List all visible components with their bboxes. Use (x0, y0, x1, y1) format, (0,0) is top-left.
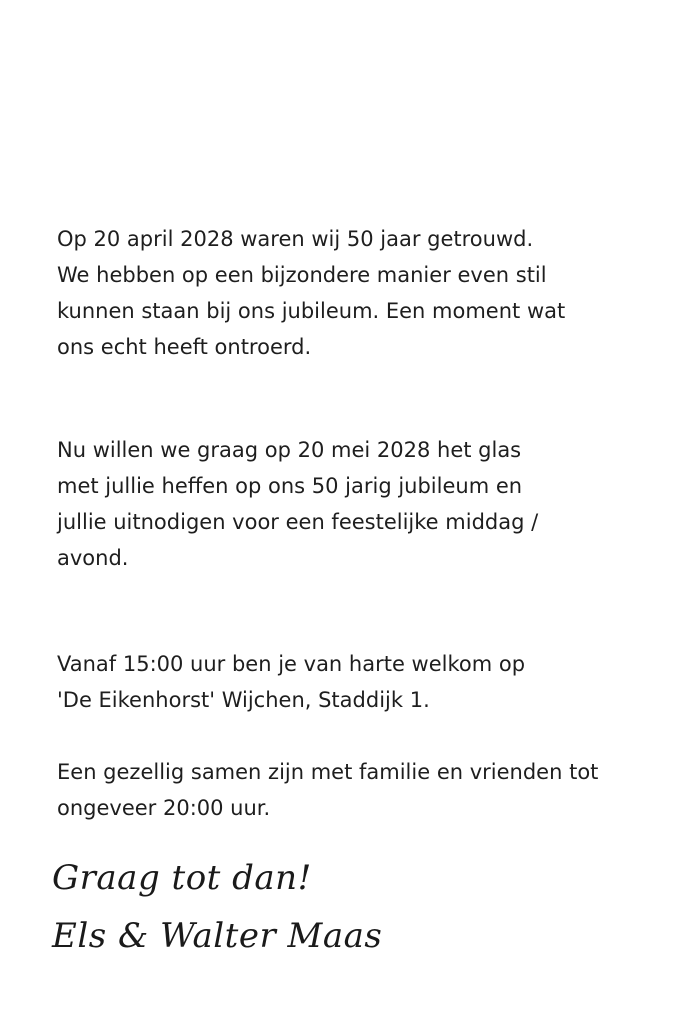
text-line: kunnen staan bij ons jubileum. Een moment wat (57, 299, 566, 323)
text-line: Vanaf 15:00 uur ben je van harte welkom op (57, 652, 526, 676)
closing-greeting: Graag tot dan! (52, 858, 312, 898)
text-line: jullie uitnodigen voor een feestelijke middag / (57, 510, 539, 534)
text-line: We hebben op een bijzondere manier even stil (57, 263, 547, 287)
text-line: Nu willen we graag op 20 mei 2028 het glas (57, 438, 522, 462)
anniversary-paragraph (57, 221, 657, 365)
text-line: Een gezellig samen zijn met familie en vrienden tot (57, 760, 599, 784)
text-line: Op 20 april 2028 waren wij 50 jaar getrouwd. (57, 227, 534, 251)
end-time-paragraph (57, 754, 657, 826)
text-line: ons echt heeft ontroerd. (57, 335, 312, 359)
invitation-paragraph (57, 432, 657, 576)
venue-paragraph (57, 646, 657, 718)
text-line: ongeveer 20:00 uur. (57, 796, 271, 820)
text-line: 'De Eikenhorst' Wijchen, Staddijk 1. (57, 688, 430, 712)
text-line: met jullie heffen op ons 50 jarig jubileum en (57, 474, 523, 498)
signature: Els & Walter Maas (52, 916, 383, 956)
text-line: avond. (57, 546, 129, 570)
